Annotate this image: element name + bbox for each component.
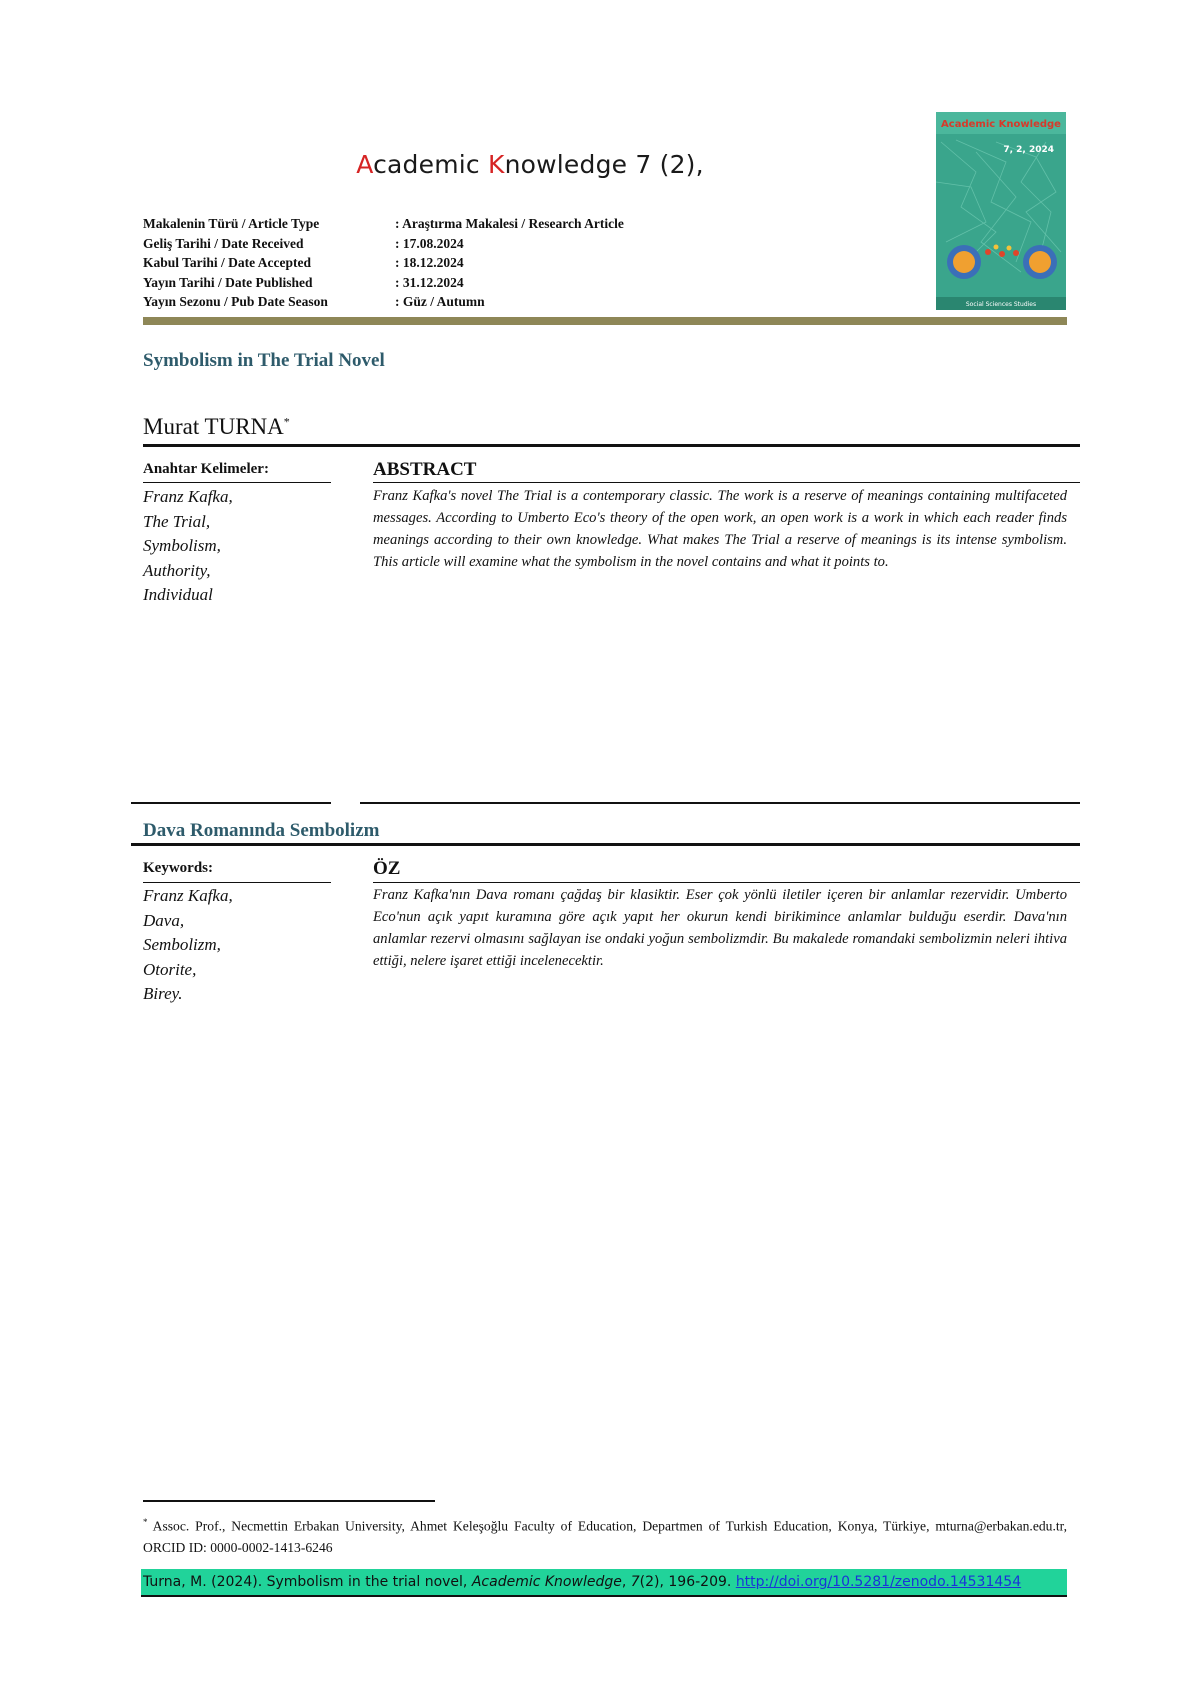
keyword-item: Sembolizm, (143, 935, 221, 954)
keywords-heading-tr: Anahtar Kelimeler: (143, 461, 269, 477)
english-section-end-rule-right (360, 802, 1080, 804)
author-footnote (143, 1512, 1067, 1558)
citation-underline (141, 1595, 1067, 1597)
keyword-item: Symbolism, (143, 536, 221, 555)
journal-cover-image (936, 112, 1066, 310)
doi-link[interactable]: http://doi.org/10.5281/zenodo.14531454 (735, 1574, 1022, 1590)
keyword-item: Franz Kafka, (143, 886, 233, 905)
citation-journal: Academic Knowledge (471, 1574, 622, 1590)
cover-title: Academic Knowledge (941, 119, 1061, 130)
author-footnote-mark: * (283, 414, 290, 429)
turkish-title-rule (131, 843, 1080, 846)
meta-row-date-accepted (143, 253, 624, 273)
journal-title (140, 150, 920, 179)
author-name (143, 414, 290, 440)
footnote-mark: * (143, 1517, 148, 1527)
keyword-item: Dava, (143, 910, 185, 930)
keyword-item: Birey. (143, 984, 183, 1003)
keywords-rule-tr (143, 882, 331, 883)
author-name-text: Murat TURNA (143, 414, 284, 439)
meta-row-pub-season (143, 292, 624, 312)
meta-row-date-received (143, 234, 624, 254)
journal-title-initial-k: K (487, 150, 505, 179)
article-metadata (143, 214, 624, 312)
citation-bar (141, 1569, 1067, 1595)
meta-value: : Güz / Autumn (395, 294, 485, 309)
abstract-text: Franz Kafka's novel The Trial is a contemporary classic. The work is a reserve of meanings containing multifaceted messages. According to Umberto Eco's theory of the open work, an open work is a work in which each reader finds meanings according to their own knowledge. What makes The Trial a reserve of meanings is its intense symbolism. This article will examine what the symbolism in the novel contains and what it points to. (373, 488, 1067, 570)
keyword-list-turkish (143, 884, 233, 1007)
meta-value: : Araştırma Makalesi / Research Article (395, 216, 624, 231)
abstract-rule (373, 482, 1080, 483)
keyword-item: Franz Kafka, (143, 487, 233, 506)
keyword-item: The Trial, (143, 511, 211, 531)
citation-prefix: Turna, M. (2024). Symbolism in the trial novel, (143, 1574, 472, 1590)
cover-issue: 7, 2, 2024 (1003, 145, 1054, 155)
oz-text: Franz Kafka'nın Dava romanı çağdaş bir klasiktir. Eser çok yönlü iletiler içeren bir anlamlar rezervidir. Umberto Eco'nun açık yapıt kuramına göre açık yapıt her okurun kendi birikimince anlamlar bulduğu eserdir. Dava'nın anlamlar rezervi olmasını sağlayan ise ondaki yoğun sembolizmdir. Bu makalede romandaki sembolizmin neleri ihtiva ettiği, nelere işaret ettiği incelenecektir. (373, 887, 1067, 969)
meta-label: Kabul Tarihi / Date Accepted (143, 255, 312, 270)
keywords-rule (143, 482, 331, 483)
meta-row-article-type (143, 214, 624, 234)
meta-row-date-published (143, 273, 624, 293)
meta-value: : 31.12.2024 (395, 274, 464, 290)
keyword-item: Authority, (143, 560, 211, 580)
footnote-separator (143, 1500, 435, 1502)
abstract-heading: ABSTRACT (373, 459, 477, 480)
citation-separator: , (621, 1574, 631, 1590)
meta-label: Geliş Tarihi / Date Received (143, 235, 304, 251)
citation-pages: (2), 196-209. (639, 1574, 736, 1590)
meta-label: Yayın Tarihi / Date Published (143, 274, 313, 290)
keywords-heading-en: Keywords: (143, 860, 213, 876)
meta-value: : 17.08.2024 (395, 235, 464, 251)
meta-label: Makalenin Türü / Article Type (143, 216, 320, 231)
footnote-text: Assoc. Prof., Necmettin Erbakan University, Ahmet Keleşoğlu Faculty of Education, Departmen of Turkish Education, Konya, Türkiye, mturna@erbakan.edu.tr, ORCID ID: 0000-0002-1413-6246 (143, 1518, 1067, 1555)
meta-value: : 18.12.2024 (395, 255, 464, 270)
journal-title-rest: nowledge 7 (2), (504, 150, 704, 179)
cover-footer: Social Sciences Studies (965, 301, 1037, 308)
article-title-english: Symbolism in The Trial Novel (143, 350, 385, 371)
journal-title-part: cademic (373, 150, 488, 179)
keyword-list-english (143, 485, 233, 608)
author-rule (143, 444, 1080, 447)
header-divider (143, 317, 1067, 325)
article-title-turkish: Dava Romanında Sembolizm (143, 820, 380, 841)
oz-heading: ÖZ (373, 858, 401, 879)
journal-title-initial-a: A (356, 150, 374, 179)
english-section-end-rule-left (131, 802, 331, 804)
meta-label: Yayın Sezonu / Pub Date Season (143, 294, 328, 309)
keyword-item: Otorite, (143, 959, 197, 979)
citation-volume: 7 (630, 1574, 640, 1590)
oz-rule (373, 882, 1080, 883)
keyword-item: Individual (143, 585, 213, 604)
